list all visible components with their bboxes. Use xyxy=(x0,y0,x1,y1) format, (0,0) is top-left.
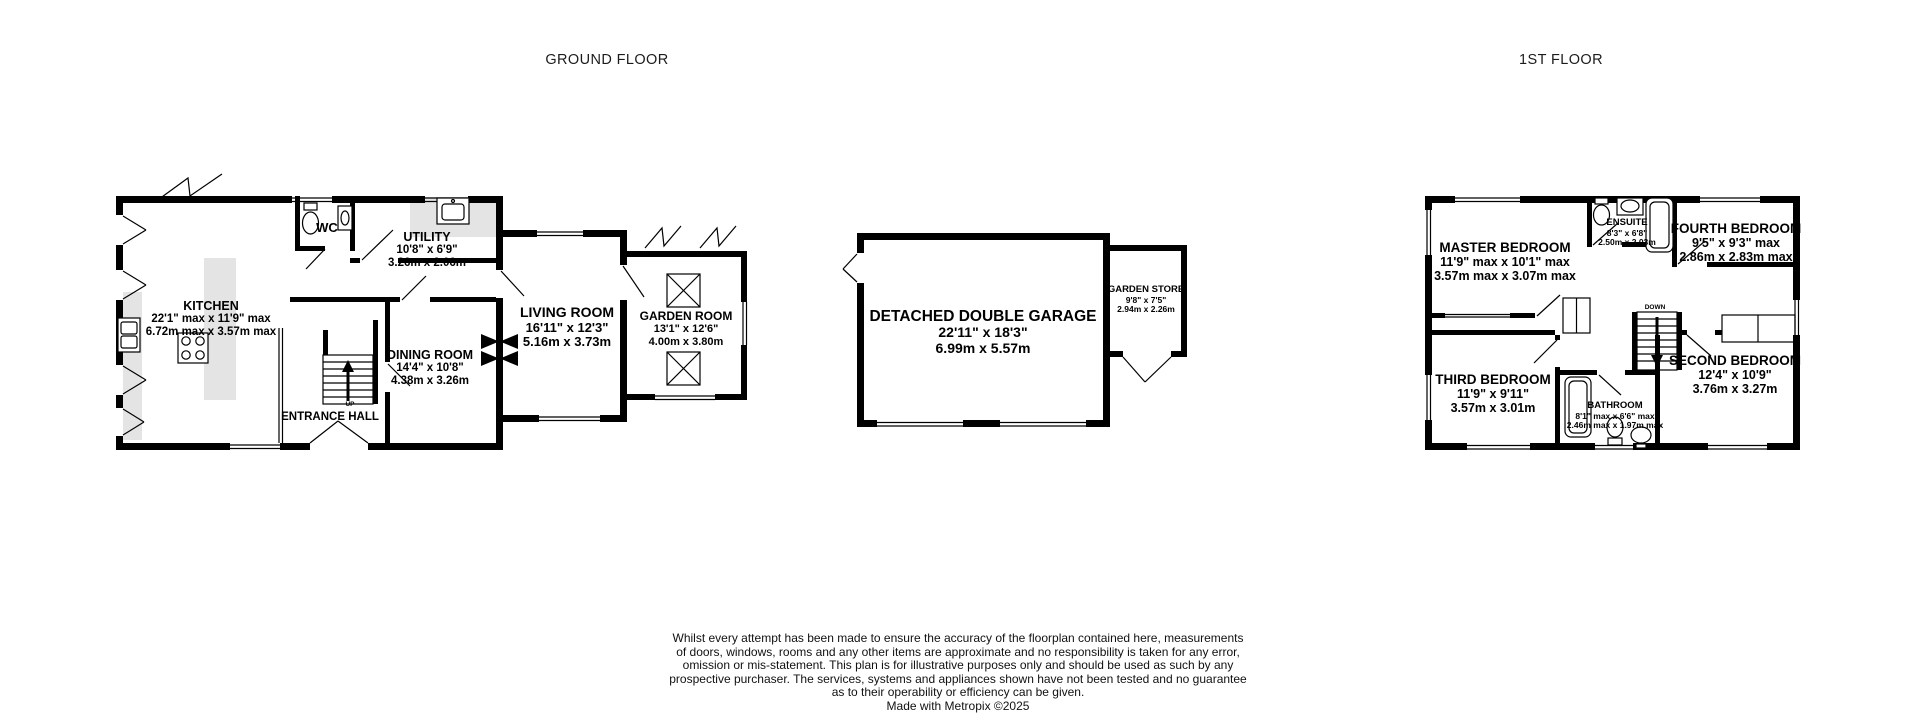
garage-side-door-icon xyxy=(843,254,857,282)
stairs-up-label: UP xyxy=(345,401,355,408)
room-label-second-bedroom: SECOND BEDROOM 12'4" x 10'9" 3.76m x 3.27m xyxy=(1668,353,1802,397)
room-label-garden-store: GARDEN STORE 9'8" x 7'5" 2.94m x 2.26m xyxy=(1107,284,1185,315)
stairs-up xyxy=(323,320,378,404)
kitchen-sink-icon xyxy=(118,318,140,352)
room-label-dining-room: DINING ROOM 14'4" x 10'8" 4.38m x 3.26m xyxy=(386,348,474,387)
sink-icon xyxy=(338,206,352,230)
room-label-ensuite: ENSUITE 8'3" x 6'8" 2.50m x 2.03m xyxy=(1598,217,1656,248)
wardrobe-icon xyxy=(1563,298,1590,333)
metropix-credit: Made with Metropix ©2025 xyxy=(886,698,1030,713)
room-label-garage: DETACHED DOUBLE GARAGE 22'11" x 18'3" 6.99m x 5.57m xyxy=(869,308,1097,357)
cupboard-icon xyxy=(1722,315,1795,342)
room-label-fourth-bedroom: FOURTH BEDROOM 9'5" x 9'3" max 2.86m x 2.83m max xyxy=(1670,221,1802,265)
room-label-kitchen: KITCHEN 22'1" max x 11'9" max 6.72m max x 3.57m max xyxy=(145,299,277,338)
ground-floor-title: GROUND FLOOR xyxy=(545,52,669,68)
first-floor-title: 1ST FLOOR xyxy=(1519,52,1603,68)
room-label-third-bedroom: THIRD BEDROOM 11'9" x 9'11" 3.57m x 3.01m xyxy=(1435,372,1551,416)
utility-sink-icon xyxy=(437,198,469,224)
stairs-down-label: DOWN xyxy=(1644,304,1666,311)
room-label-utility: UTILITY 10'8" x 6'9" 3.26m x 2.06m xyxy=(387,230,467,269)
room-label-bathroom: BATHROOM 8'1" max x 6'6" max 2.46m max x 1.97m max xyxy=(1566,400,1664,431)
store-doors-icon xyxy=(1123,357,1171,382)
disclaimer-text: Whilst every attempt has been made to ensure the accuracy of the floorplan contained here, measurements of doors, windows, rooms and any other items are approximate and no responsibility is taken for any error, omission or mis-statement. This plan is for illustrative purposes only and should be used as such by any prospective purchaser. The services, systems and appliances shown have not been tested and no guarantee as to their operability or efficiency can be given. Made with Metropix ©2025 xyxy=(608,632,1308,714)
room-label-wc: WC xyxy=(316,220,338,235)
entrance-door-icon xyxy=(310,421,368,443)
room-label-living-room: LIVING ROOM 16'11" x 12'3" 5.16m x 3.73m xyxy=(519,304,615,350)
room-label-garden-room: GARDEN ROOM 13'1" x 12'6" 4.00m x 3.80m xyxy=(639,309,733,348)
room-label-entrance-hall: ENTRANCE HALL xyxy=(281,411,379,423)
room-label-master-bedroom: MASTER BEDROOM 11'9" max x 10'1" max 3.57m max x 3.07m max xyxy=(1434,240,1576,284)
kitchen-counter xyxy=(123,292,142,440)
ensuite-sink-icon xyxy=(1617,198,1643,215)
